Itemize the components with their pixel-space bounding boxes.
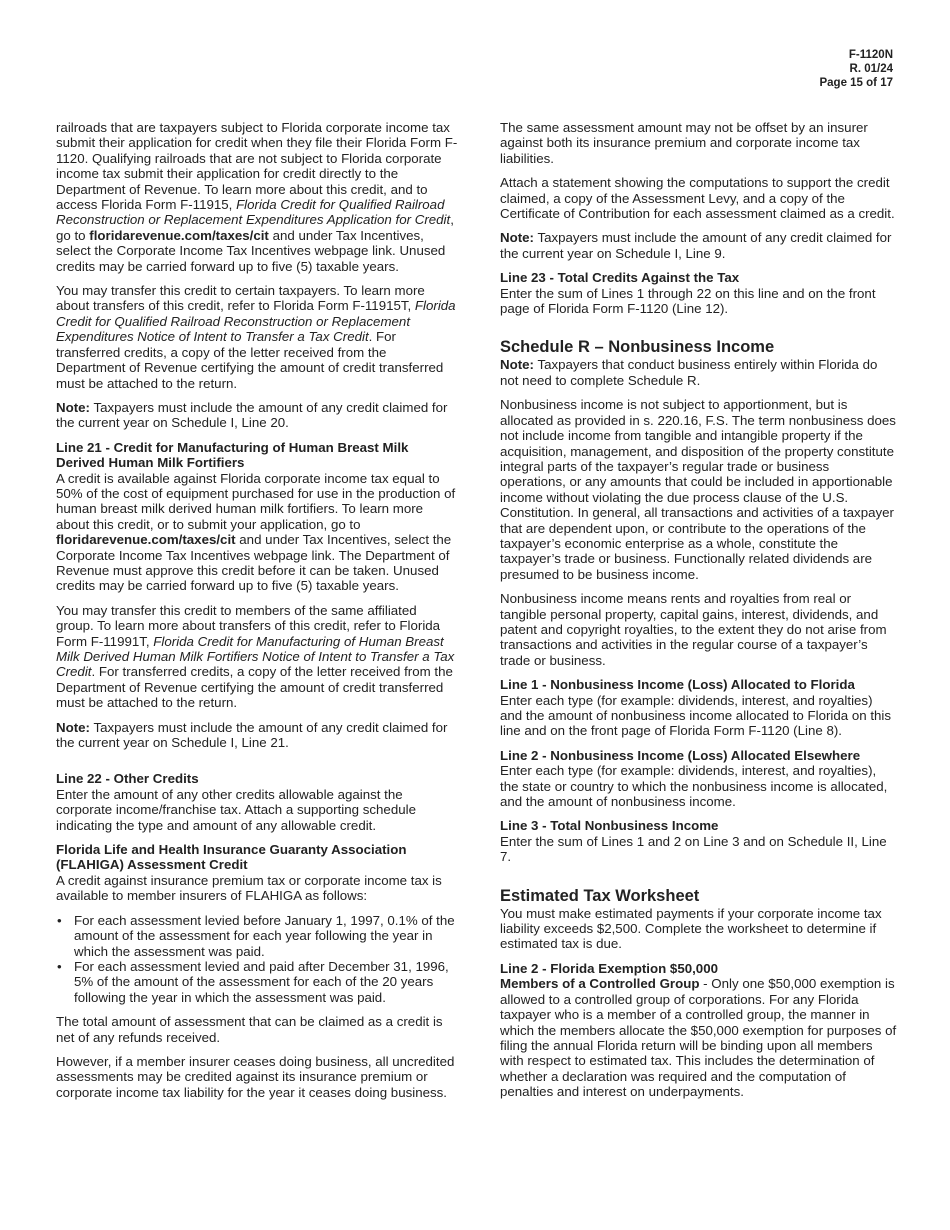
line-21-heading: Line 21 - Credit for Manufacturing of Human Breast Milk Derived Human Milk Fortifiers — [56, 439, 409, 471]
line-22-heading: Line 22 - Other Credits — [56, 771, 199, 787]
r-line-1-heading: Line 1 - Nonbusiness Income (Loss) Allocated to Florida — [500, 677, 855, 693]
note-line-21: Note: Taxpayers must include the amount of any credit claimed for the current year on Schedule I, Line 21. — [56, 719, 448, 751]
nonbusiness-means-paragraph: Nonbusiness income means rents and royalties from real or tangible personal property, capital gains, interest, dividends, and patent and copyright royalties, to the extent they do not arise from transactions and activities in the regular course of a taxpayer’s trade or business. — [500, 591, 887, 668]
cit-link[interactable]: floridarevenue.com/taxes/cit — [89, 227, 269, 243]
estimated-tax-heading: Estimated Tax Worksheet — [500, 886, 700, 905]
note-line-9: Note: Taxpayers must include the amount of any credit claimed for the current year on Schedule I, Line 9. — [500, 230, 892, 261]
nonbusiness-definition-paragraph: Nonbusiness income is not subject to apportionment, but is allocated as provided in s. 220.16, F.S. The term nonbusiness does not include income from tangible and intangible property if the acquisition, management, and disposition of the property constitute integral parts of the taxpayer’s regular trade or business operations, or any amounts that could be included in apportionable income without violating the due process clause of the U.S. Constitution. In general, all transactions and activities of a taxpayer that are dependent upon, or contribute to the operations of the taxpayer’s economic enterprise as a whole, constitute the taxpayer’s trade or business. Functionally related dividends are presumed to be business income. — [500, 397, 896, 582]
schedule-r-note: Note: Taxpayers that conduct business entirely within Florida do not need to complete Schedule R. — [500, 357, 878, 388]
r-line-3-paragraph: Enter the sum of Lines 1 and 2 on Line 3 and on Schedule II, Line 7. — [500, 833, 887, 865]
r-line-2-paragraph: Enter each type (for example: dividends, interest, and royalties), the state or country to which the nonbusiness income is allocated, and the amount of nonbusiness income. — [500, 763, 888, 810]
attach-statement-paragraph: Attach a statement showing the computations to support the credit claimed, a copy of the Assessment Levy, and a copy of the Certificate of Contribution for each assessment claimed as a credit. — [500, 175, 895, 222]
list-item: • For each assessment levied and paid after December 31, 1996, 5% of the amount of the assessment for each of the 20 years following the year in which the assessment was paid. — [56, 959, 458, 1005]
railroad-transfer-paragraph: You may transfer this credit to certain taxpayers. To learn more about transfers of this credit, refer to Florida Form F-11915T, Florida Credit for Qualified Railroad Reconstruction or Replacement Expenditures Notice of Intent to Transfer a Tax Credit. For transferred credits, a copy of the letter received from the Department of Revenue certifying the amount of credit transferred must be attached to the return. — [56, 283, 456, 391]
page-header — [819, 48, 893, 90]
r-line-1-paragraph: Enter each type (for example: dividends, interest, and royalties) and the amount of nonbusiness income allocated to Florida on this line and on the front page of Florida Form F-1120 (Line 8). — [500, 692, 892, 739]
estimated-tax-paragraph: You must make estimated payments if your corporate income tax liability exceeds $2,500. Complete the worksheet to determine if estimated tax is due. — [500, 905, 882, 952]
form-number: F-1120N — [848, 49, 893, 61]
r-line-2-heading: Line 2 - Nonbusiness Income (Loss) Allocated Elsewhere — [500, 747, 861, 763]
same-assessment-paragraph: The same assessment amount may not be offset by an insurer against both its insurance premium and corporate income tax liabilities. — [500, 120, 868, 166]
line-23-paragraph: Enter the sum of Lines 1 through 22 on this line and on the front page of Florida Form F-1120 (Line 12). — [500, 285, 876, 317]
flahiga-heading: Florida Life and Health Insurance Guaranty Association (FLAHIGA) Assessment Credit — [56, 842, 407, 873]
cit-link[interactable]: floridarevenue.com/taxes/cit — [56, 532, 236, 548]
line-22-paragraph: Enter the amount of any other credits allowable against the corporate income/franchise tax. Attach a supporting schedule indicating the type and amount of any allowable credit. — [56, 786, 416, 833]
fortifier-transfer-paragraph: You may transfer this credit to members of the same affiliated group. To learn more about transfers of this credit, refer to Florida Form F-11991T, Florida Credit for Manufacturing of Human Breast Milk Derived Human Milk Fortifiers Notice of Intent to Transfer a Tax Credit. For transferred credits, a copy of the letter received from the Department of Revenue certifying the amount of credit transferred must be attached to the return. — [56, 602, 455, 711]
note-line-20: Note: Taxpayers must include the amount of any credit claimed for the current year on Schedule I, Line 20. — [56, 399, 448, 431]
schedule-r-heading: Schedule R – Nonbusiness Income — [500, 338, 775, 357]
r-line-3-heading: Line 3 - Total Nonbusiness Income — [500, 818, 719, 834]
left-column — [56, 120, 458, 1109]
page-number: Page 15 of 17 — [819, 77, 893, 89]
right-column — [500, 120, 898, 1109]
flahiga-list — [56, 913, 458, 1005]
line-23-heading: Line 23 - Total Credits Against the Tax — [500, 270, 740, 286]
form-revision: R. 01/24 — [849, 63, 893, 75]
exemption-heading: Line 2 - Florida Exemption $50,000 — [500, 960, 718, 976]
total-assessment-paragraph: The total amount of assessment that can be claimed as a credit is net of any refunds received. — [56, 1014, 443, 1045]
line-21-paragraph: A credit is available against Florida corporate income tax equal to 50% of the cost of equipment purchased for use in the production of human breast milk derived human milk fortifiers. To learn more about this credit, or to submit your application, go to floridarevenue.com/taxes/cit and under Tax Incentives, select the Corporate Income Tax Incentives webpage link. The Department of Revenue must approve this credit before it can be taken. Unused credits may be carried forward up to five (5) taxable years. — [56, 470, 456, 594]
flahiga-paragraph: A credit against insurance premium tax or corporate income tax is available to member insurers of FLAHIGA as follows: — [56, 872, 442, 904]
list-item: • For each assessment levied before January 1, 1997, 0.1% of the amount of the assessment for each year following the year in which the assessment was paid. — [56, 913, 458, 959]
ceases-business-paragraph: However, if a member insurer ceases doing business, all uncredited assessments may be credited against its insurance premium or corporate income tax liability for the year it ceases doing business. — [56, 1053, 455, 1100]
railroad-credit-paragraph: railroads that are taxpayers subject to Florida corporate income tax submit their application for credit when they file their Florida Form F-1120. Qualifying railroads that are not subject to Florida corporate income tax submit their application for credit directly to the Department of Revenue. To learn more about this credit, and to access Florida Form F-11915, Florida Credit for Qualified Railroad Reconstruction or Replacement Expenditures Application for Credit, go to floridarevenue.com/taxes/cit and under Tax Incentives, select the Corporate Income Tax Incentives webpage link. Unused credits may be carried forward up to five (5) taxable years. — [56, 120, 458, 274]
controlled-group-paragraph: Members of a Controlled Group - Only one $50,000 exemption is allowed to a controlled group of corporations. For any Florida taxpayer who is a member of a controlled group, the manner in which the members allocate the $50,000 exemption for purposes of filing the annual Florida return will be binding upon all members with respect to estimated tax. This includes the determination of whether a declaration was required and the computation of penalties and interest on underpayments. — [500, 976, 897, 1100]
